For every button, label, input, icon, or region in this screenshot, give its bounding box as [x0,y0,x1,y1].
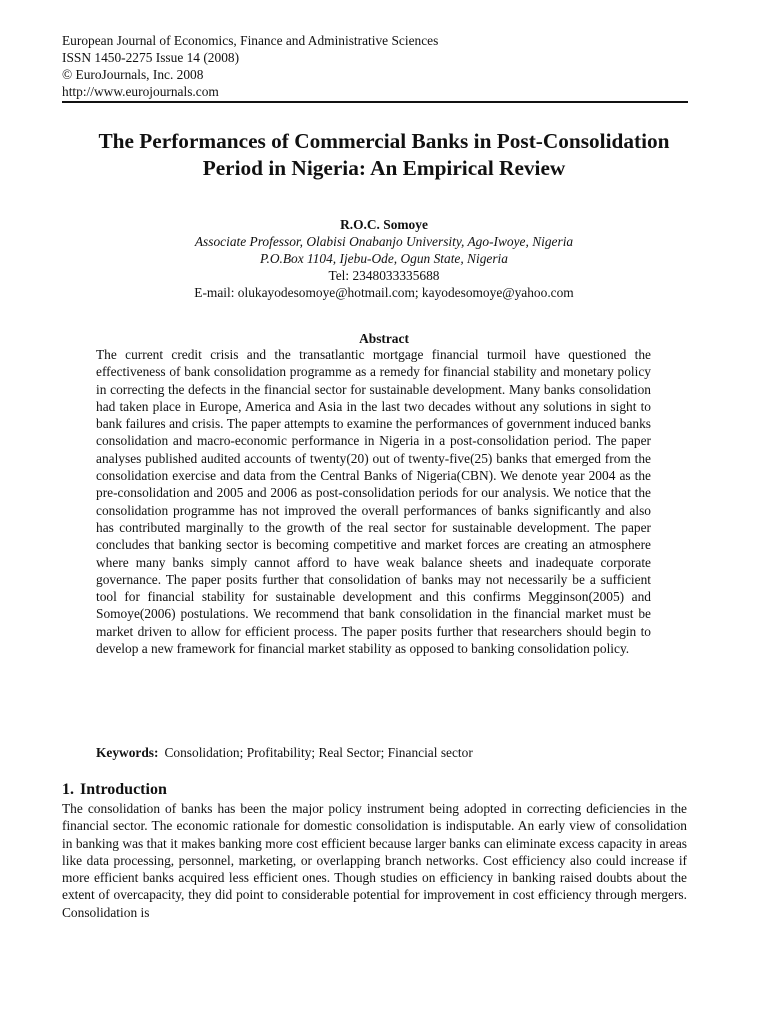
author-block [40,216,728,301]
header-divider [62,101,688,103]
section-number: 1. [62,781,74,798]
keywords [96,744,473,761]
section-title: Introduction [80,781,167,798]
abstract-text: The current credit crisis and the transatlantic mortgage financial turmoil have questioned the effectiveness of bank consolidation programme as a remedy for financial stability and monetary policy in correcting the defects in the financial sector for sustainable development. Many banks consolidation had taken place in Europe, America and Asia in the last two decades without any solutions in sight to bank failures and crisis. The paper attempts to examine the performances of government induced banks consolidation and macro-economic performance in Nigeria in a post-consolidation period. The paper analyses published audited accounts of twenty(20) out of twenty-five(25) banks that emerged from the consolidation exercise and data from the Central Banks of Nigeria(CBN). We denote year 2004 as the pre-consolidation and 2005 and 2006 as post-consolidation periods for our analysis. We notice that the consolidation programme has not improved the overall performances of banks significantly and also has contributed marginally to the growth of the real sector for sustainable development. The paper concludes that banking sector is becoming competitive and market forces are creating an atmosphere where many banks simply cannot afford to have weak balance sheets and inadequate corporate governance. The paper posits further that consolidation of banks may not necessarily be a sufficient tool for financial stability for sustainable development and this confirms Megginson(2005) and Somoye(2006) postulations. We recommend that bank consolidation in the financial market must be market driven to allow for efficient process. The paper posits further that researchers should begin to develop a new framework for financial market stability as opposed to banking consolidation policy. [96,347,651,657]
journal-header [62,32,438,100]
author-address: P.O.Box 1104, Ijebu-Ode, Ogun State, Nigeria [260,251,508,266]
keywords-label: Keywords: [96,745,159,760]
journal-name: European Journal of Economics, Finance and Administrative Sciences [62,33,439,48]
abstract-heading: Abstract [359,331,409,346]
paper-title [40,128,728,182]
keywords-value: Consolidation; Profitability; Real Sector; Financial sector [164,745,473,760]
author-tel: Tel: 2348033335688 [328,268,440,283]
journal-copyright: © EuroJournals, Inc. 2008 [62,67,204,82]
introduction-text: The consolidation of banks has been the major policy instrument being adopted in correcting deficiencies in the financial sector. The economic rationale for domestic consolidation is indisputable. An early view of consolidation in banking was that it makes banking more cost efficient because larger banks can eliminate excess capacity in areas like data processing, personnel, marketing, or overlapping branch networks. Cost efficiency also could increase if more efficient banks acquired less efficient ones. Though studies on efficiency in banking raised doubts about the extent of overcapacity, they did point to considerable potential for improvement in cost efficiency through mergers. Consolidation is [62,801,687,920]
section-heading-introduction [62,780,167,800]
journal-url[interactable]: http://www.eurojournals.com [62,84,219,99]
title-line-1: The Performances of Commercial Banks in Post-Consolidation [98,129,670,153]
author-email: E-mail: olukayodesomoye@hotmail.com; kayodesomoye@yahoo.com [194,285,574,300]
title-line-2: Period in Nigeria: An Empirical Review [202,156,566,180]
journal-issn: ISSN 1450-2275 Issue 14 (2008) [62,50,240,65]
author-name: R.O.C. Somoye [340,217,428,232]
author-affiliation: Associate Professor, Olabisi Onabanjo University, Ago-Iwoye, Nigeria [194,234,574,249]
